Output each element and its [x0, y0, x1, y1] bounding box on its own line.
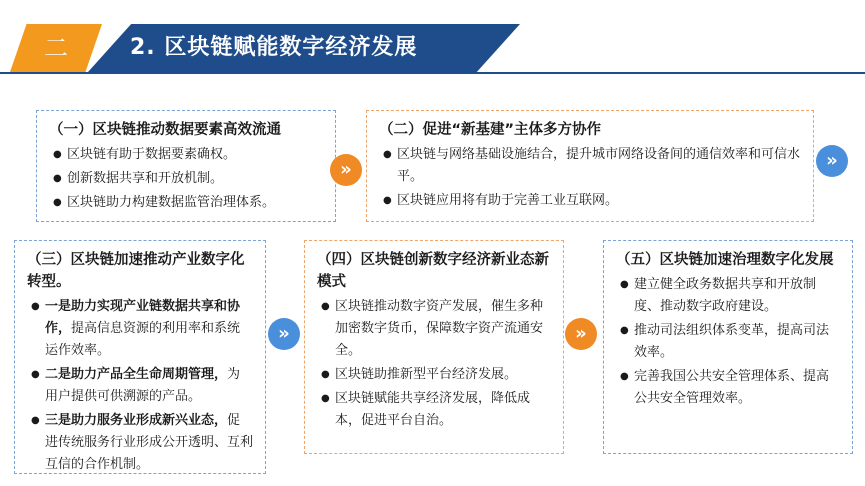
section-header — [0, 0, 865, 84]
box-title: （一）区块链推动数据要素高效流通 — [49, 122, 281, 138]
list-item: ● 创新数据共享和开放机制。 — [49, 168, 323, 190]
list-item-bold: 一是助力实现产业链数据共享和协作， — [45, 299, 241, 336]
box-title: （二）促进“新基建”主体多方协作 — [379, 122, 602, 138]
list-item: ● 区块链助推新型平台经济发展。 — [317, 364, 551, 386]
list-item: ● 推动司法组织体系变革，提高司法效率。 — [616, 320, 840, 364]
list-item-bold: 三是助力服务业形成新兴业态， — [45, 413, 228, 428]
bullet-list — [317, 296, 551, 432]
box-data-flow — [36, 110, 336, 222]
list-item-text: 提高信息资源的利用率和系统运作效率。 — [45, 321, 241, 358]
page-title: 2. 区块链赋能数字经济发展 — [130, 35, 418, 60]
section-number: 二 — [44, 34, 68, 62]
bullet-list — [49, 144, 323, 214]
list-item: ● 完善我国公共安全管理体系、提高公共安全管理效率。 — [616, 366, 840, 410]
box-title: （三）区块链加速推动产业数字化转型。 — [27, 252, 245, 290]
list-item: ● 区块链赋能共享经济发展，降低成本，促进平台自治。 — [317, 388, 551, 432]
box-new-business-models — [304, 240, 564, 454]
box-title: （四）区块链创新数字经济新业态新模式 — [317, 252, 549, 290]
list-item-bold: 二是助力产品全生命周期管理， — [45, 367, 228, 382]
list-item — [27, 364, 253, 408]
list-item: ● 区块链应用将有助于完善工业互联网。 — [379, 190, 801, 212]
double-chevron-right-icon: » — [816, 145, 848, 177]
bullet-list — [27, 296, 253, 476]
list-item — [27, 296, 253, 362]
box-industry-digitalization — [14, 240, 266, 474]
list-item: ● 建立健全政务数据共享和开放制度、推动数字政府建设。 — [616, 274, 840, 318]
double-chevron-right-icon: » — [565, 318, 597, 350]
box-governance-digitalization — [603, 240, 853, 454]
list-item — [27, 410, 253, 476]
box-new-infrastructure — [366, 110, 814, 222]
double-chevron-right-icon: » — [330, 154, 362, 186]
bullet-list — [616, 274, 840, 410]
header-underline — [0, 72, 865, 74]
list-item-text: 促进传统服务行业形成公开透明、互利互信的合作机制。 — [45, 413, 254, 472]
list-item: ● 区块链助力构建数据监管治理体系。 — [49, 192, 323, 214]
box-title: （五）区块链加速治理数字化发展 — [616, 252, 834, 268]
list-item: ● 区块链推动数字资产发展，催生多种加密数字货币，保障数字资产流通安全。 — [317, 296, 551, 362]
bullet-list — [379, 144, 801, 212]
list-item: ● 区块链与网络基础设施结合，提升城市网络设备间的通信效率和可信水平。 — [379, 144, 801, 188]
list-item: ● 区块链有助于数据要素确权。 — [49, 144, 323, 166]
list-item-text: 为用户提供可供溯源的产品。 — [45, 367, 241, 404]
double-chevron-right-icon: » — [268, 318, 300, 350]
